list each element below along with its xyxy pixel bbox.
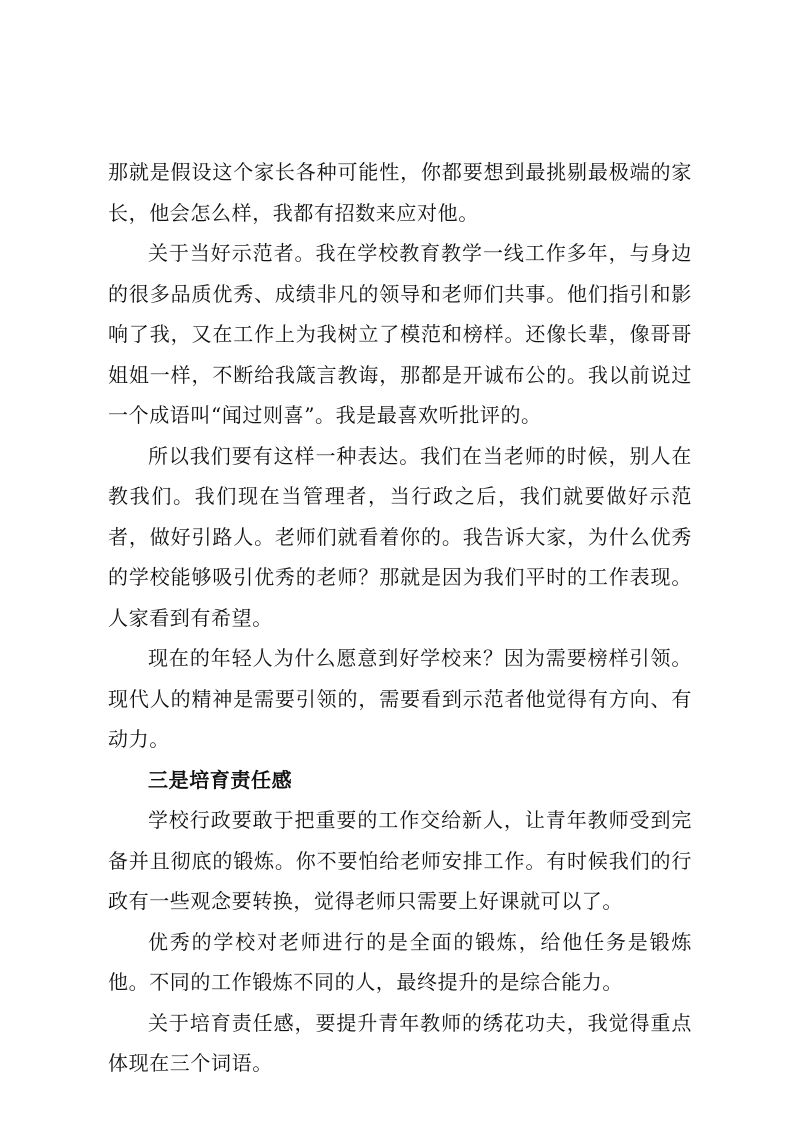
paragraph-continuation: 那就是假设这个家长各种可能性，你都要想到最挑剔最极端的家长，他会怎么样，我都有招数来应对他。 (108, 160, 692, 225)
document-page (108, 152, 692, 1084)
paragraph-role-model: 关于当好示范者。我在学校教育教学一线工作多年，与身边的很多品质优秀、成绩非凡的领导和老师们共事。他们指引和影响了我，又在工作上为我树立了模范和榜样。还像长辈，像哥哥姐姐一样，不断给我箴言教诲，那都是开诚布公的。我以前说过一个成语叫“闻过则喜”。我是最喜欢听批评的。 (108, 241, 692, 427)
section-heading: 三是培育责任感 (148, 767, 293, 792)
paragraph-training: 优秀的学校对老师进行的是全面的锻炼，给他任务是锻炼他。不同的工作锻炼不同的人，最终提升的是综合能力。 (108, 929, 692, 994)
paragraph-administration: 学校行政要敢于把重要的工作交给新人，让青年教师受到完备并且彻底的锻炼。你不要怕给老师安排工作。有时候我们的行政有一些观念要转换，觉得老师只需要上好课就可以了。 (108, 808, 692, 913)
paragraph-expression: 所以我们要有这样一种表达。我们在当老师的时候，别人在教我们。我们现在当管理者，当行政之后，我们就要做好示范者，做好引路人。老师们就看着你的。我告诉大家，为什么优秀的学校能够吸引优秀的老师？那就是因为我们平时的工作表现。人家看到有希望。 (108, 443, 692, 630)
paragraph-responsibility: 关于培育责任感，要提升青年教师的绣花功夫，我觉得重点体现在三个词语。 (108, 1010, 692, 1075)
paragraph-young-people: 现在的年轻人为什么愿意到好学校来？因为需要榜样引领。现代人的精神是需要引领的，需要看到示范者他觉得有方向、有动力。 (108, 646, 692, 751)
